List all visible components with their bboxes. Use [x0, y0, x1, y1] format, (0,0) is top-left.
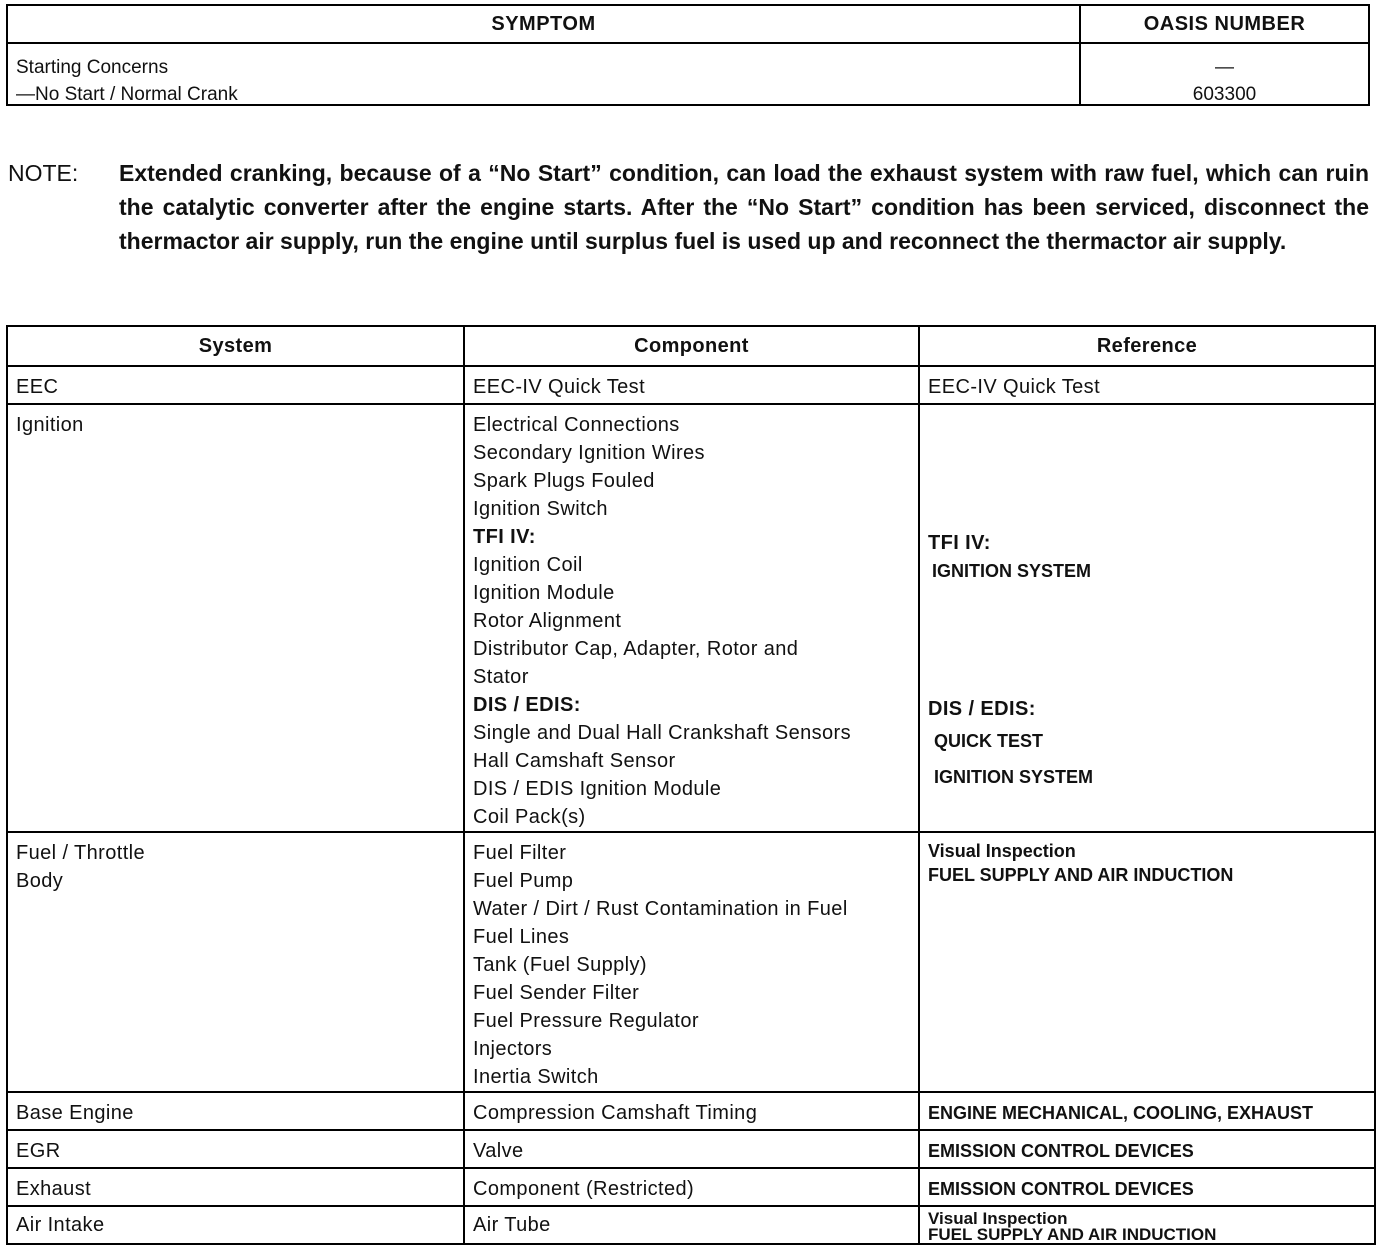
reference-subheading: TFI IV:	[928, 532, 991, 554]
reference-dis-group	[928, 695, 1093, 795]
component-cell: Air Tube	[464, 1206, 919, 1244]
reference-section: FUEL SUPPLY AND AIR INDUCTION	[928, 865, 1234, 885]
reference-section: IGNITION SYSTEM	[934, 767, 1094, 787]
table-row	[7, 404, 1375, 832]
component-column-header: Component	[464, 326, 919, 366]
oasis-value: 603300	[1192, 84, 1257, 105]
component-item: Fuel Pump	[473, 870, 574, 892]
reference-section: EMISSION CONTROL DEVICES	[928, 1179, 1194, 1199]
reference-subheading: DIS / EDIS:	[928, 698, 1036, 720]
reference-section: Visual Inspection	[928, 841, 1076, 861]
table-row	[7, 1168, 1375, 1206]
component-item: Secondary Ignition Wires	[473, 442, 705, 464]
system-line: Body	[16, 870, 64, 892]
component-item: Fuel Filter	[473, 842, 567, 864]
table-row	[7, 366, 1375, 404]
component-cell: Compression Camshaft Timing	[464, 1092, 919, 1130]
component-cell	[464, 832, 919, 1092]
oasis-values	[1081, 54, 1368, 108]
component-cell: Component (Restricted)	[464, 1168, 919, 1206]
symptom-line: —No Start / Normal Crank	[16, 84, 238, 105]
component-item: Electrical Connections	[473, 414, 680, 436]
system-cell: EEC	[7, 366, 464, 404]
reference-cell	[919, 404, 1375, 832]
component-item: Injectors	[473, 1038, 553, 1060]
reference-section: ENGINE MECHANICAL, COOLING, EXHAUST	[928, 1103, 1314, 1123]
reference-section: QUICK TEST	[934, 731, 1044, 751]
system-cell: EGR	[7, 1130, 464, 1168]
oasis-number-header: OASIS NUMBER	[1143, 12, 1306, 35]
table-header-row	[7, 326, 1375, 366]
component-cell: EEC-IV Quick Test	[464, 366, 919, 404]
diagnostic-table	[6, 325, 1376, 1245]
reference-section: Visual Inspection	[928, 1209, 1068, 1228]
system-cell: Exhaust	[7, 1168, 464, 1206]
reference-section: FUEL SUPPLY AND AIR INDUCTION	[928, 1225, 1217, 1244]
oasis-value: —	[1215, 57, 1234, 78]
component-item: Rotor Alignment	[473, 610, 622, 632]
reference-cell	[919, 832, 1375, 1092]
component-cell	[464, 404, 919, 832]
reference-cell	[919, 1206, 1375, 1244]
component-subheading: TFI IV:	[473, 526, 536, 548]
system-cell	[7, 832, 464, 1092]
table-row	[7, 1130, 1375, 1168]
component-item: Fuel Sender Filter	[473, 982, 640, 1004]
system-cell: Air Intake	[7, 1206, 464, 1244]
note-label: NOTE:	[8, 160, 79, 186]
symptom-header: SYMPTOM	[491, 12, 596, 35]
reference-cell	[919, 1130, 1375, 1168]
component-item: Spark Plugs Fouled	[473, 470, 655, 492]
symptom-description	[16, 54, 238, 108]
table-row	[7, 1206, 1375, 1244]
reference-cell	[919, 1092, 1375, 1130]
table-row	[7, 832, 1375, 1092]
component-item: Ignition Coil	[473, 554, 583, 576]
reference-cell: EEC-IV Quick Test	[919, 366, 1375, 404]
component-item: Stator	[473, 666, 529, 688]
component-item: Single and Dual Hall Crankshaft Sensors	[473, 722, 852, 744]
reference-column-header: Reference	[919, 326, 1375, 366]
system-column-header: System	[7, 326, 464, 366]
component-item: Distributor Cap, Adapter, Rotor and	[473, 638, 799, 660]
note-text: Extended cranking, because of a “No Start” condition, can load the exhaust system with raw fuel, which can ruin the catalytic converter after the engine starts. After the “No Start” condition has been serviced, disconnect the thermactor air supply, run the engine until surplus fuel is used up and reconnect the thermactor air supply.	[119, 160, 1369, 254]
component-subheading: DIS / EDIS:	[473, 694, 581, 716]
reference-cell	[919, 1168, 1375, 1206]
reference-section: EMISSION CONTROL DEVICES	[928, 1141, 1194, 1161]
component-item: Ignition Module	[473, 582, 615, 604]
component-item: Tank (Fuel Supply)	[473, 954, 647, 976]
component-item: Hall Camshaft Sensor	[473, 750, 676, 772]
component-item: DIS / EDIS Ignition Module	[473, 778, 722, 800]
system-line: Fuel / Throttle	[16, 842, 146, 864]
component-item: Ignition Switch	[473, 498, 608, 520]
symptom-table	[6, 4, 1370, 106]
component-item: Coil Pack(s)	[473, 806, 586, 828]
component-item: Water / Dirt / Rust Contamination in Fuel	[473, 898, 848, 920]
component-item: Fuel Lines	[473, 926, 570, 948]
system-cell: Ignition	[7, 404, 464, 832]
reference-tfi-group	[928, 529, 1091, 585]
system-cell: Base Engine	[7, 1092, 464, 1130]
table-row	[7, 1092, 1375, 1130]
symptom-line: Starting Concerns	[16, 57, 169, 78]
component-item: Inertia Switch	[473, 1066, 599, 1088]
component-cell: Valve	[464, 1130, 919, 1168]
reference-section: IGNITION SYSTEM	[932, 561, 1092, 581]
component-item: Fuel Pressure Regulator	[473, 1010, 699, 1032]
